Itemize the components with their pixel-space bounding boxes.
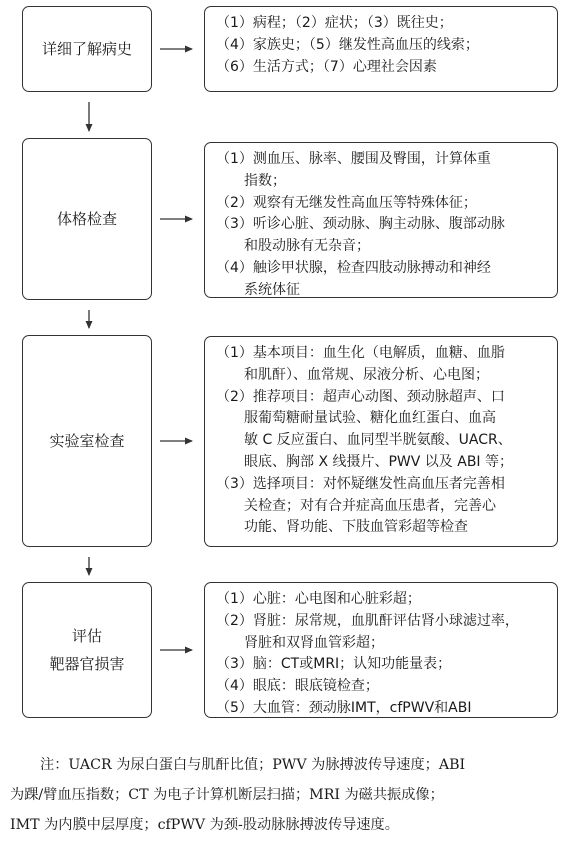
stage-box-organ (22, 582, 152, 718)
footnote-line: IMT 为内膜中层厚度；cfPWV 为颈-股动脉脉搏波传导速度。 (10, 817, 399, 833)
right-arrow-lab (160, 438, 193, 445)
detail-item: （1）病程；（2）症状；（3）既往史； (216, 15, 453, 31)
down-arrow-lab (86, 557, 93, 576)
detail-item: （6）生活方式；（7）心理社会因素 (216, 58, 437, 75)
detail-item: （4）眼底：眼底镜检查； (216, 678, 379, 695)
stage-box-lab (22, 335, 152, 547)
footnote-line: 注：UACR 为尿白蛋白与肌酐比值；PWV 为脉搏波传导速度；ABI (40, 757, 466, 773)
detail-item: （2）观察有无继发性高血压等特殊体征； (216, 194, 477, 211)
detail-item-continued: 肾脏和双肾血管彩超； (244, 634, 384, 651)
stage-label (42, 35, 132, 63)
detail-item-continued: 系统体征 (244, 281, 300, 298)
detail-item: （2）推荐项目：超声心动图、颈动脉超声、口 (216, 388, 505, 405)
stage-box-physical (22, 138, 152, 300)
detail-item-continued: 服葡萄糖耐量试验、糖化血红蛋白、血高 (244, 410, 496, 427)
detail-item-continued: 和股动脉有无杂音； (244, 238, 370, 255)
detail-item: （3）选择项目：对怀疑继发性高血压者完善相 (216, 475, 505, 492)
detail-item: （3）听诊心脏、颈动脉、胸主动脉、腹部动脉 (216, 216, 505, 233)
down-arrow-history (86, 102, 93, 132)
footnote-line: 为踝/臂血压指数；CT 为电子计算机断层扫描；MRI 为磁共振成像； (10, 787, 444, 803)
detail-box-organ (204, 582, 558, 718)
detail-box-history (204, 6, 558, 92)
stage-label-line: 评估 (71, 627, 102, 645)
down-arrow-physical (86, 310, 93, 329)
stage-label (49, 427, 124, 455)
right-arrow-organ (160, 647, 193, 654)
right-arrow-history (160, 46, 193, 53)
stage-box-history (22, 6, 152, 92)
detail-item: （4）家族史；（5）继发性高血压的线索； (216, 36, 479, 53)
detail-item: （1）测血压、脉率、腰围及臀围，计算体重 (216, 151, 491, 167)
stage-label (49, 622, 124, 678)
stage-label-line: 体格检查 (56, 210, 117, 228)
detail-item: （3）脑：CT或MRI；认知功能量表； (216, 656, 452, 673)
stage-label-line: 详细了解病史 (41, 40, 132, 58)
detail-item-continued: 和肌酐）、血常规、尿液分析、心电图； (244, 366, 489, 383)
footnote (10, 750, 576, 840)
stage-label-line: 实验室检查 (49, 432, 125, 450)
detail-box-physical (204, 142, 558, 298)
detail-box-lab (204, 336, 558, 547)
right-arrow-physical (160, 216, 193, 223)
detail-item-continued: 眼底、胸部 X 线摄片、PWV 以及 ABI 等； (244, 453, 514, 470)
detail-item: （2）肾脏：尿常规，血肌酐评估肾小球滤过率， (216, 612, 519, 629)
detail-item: （5）大血管：颈动脉IMT，cfPWV和ABI (216, 699, 472, 716)
stage-label (57, 205, 117, 233)
detail-item: （1）基本项目：血生化（电解质，血糖、血脂 (216, 345, 505, 361)
detail-item-continued: 功能、肾功能、下肢血管彩超等检查 (244, 519, 468, 536)
detail-item: （4）触诊甲状腺，检查四肢动脉搏动和神经 (216, 259, 491, 276)
detail-item-continued: 敏 C 反应蛋白、血同型半胱氨酸、UACR、 (244, 432, 512, 449)
detail-item-continued: 关检查；对有合并症高血压患者，完善心 (244, 497, 496, 514)
detail-item: （1）心脏：心电图和心脏彩超； (216, 591, 421, 607)
stage-label-line: 靶器官损害 (49, 655, 125, 673)
detail-item-continued: 指数； (244, 172, 286, 189)
